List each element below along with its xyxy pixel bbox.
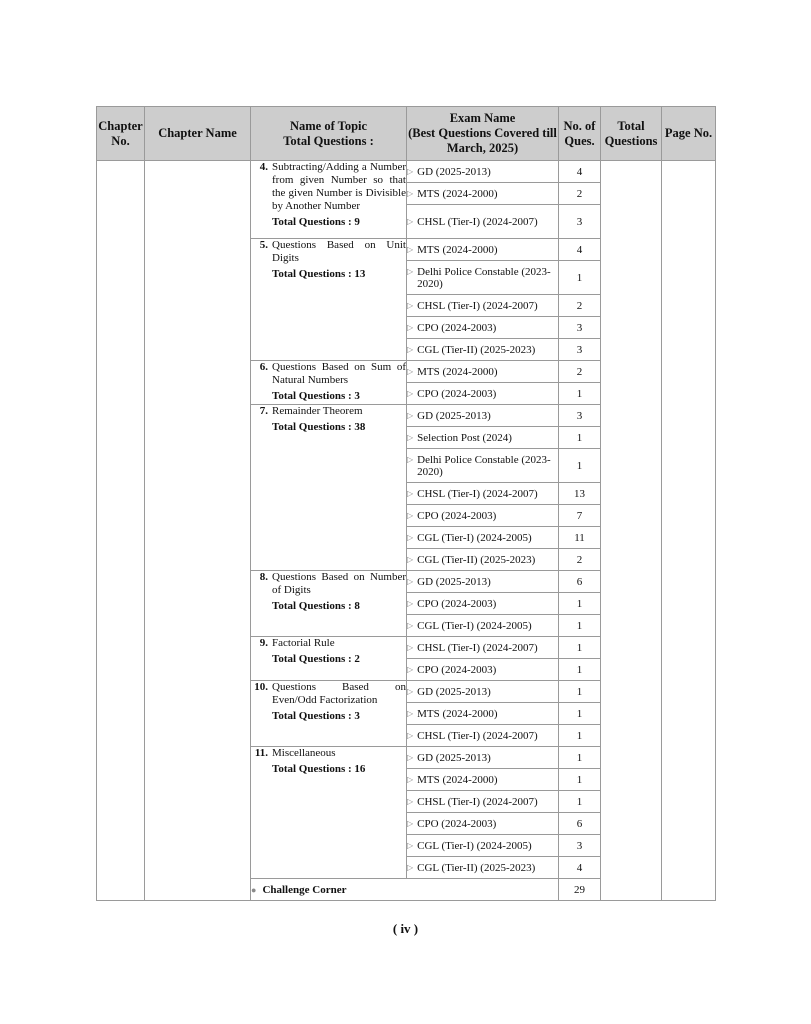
exam-cell [407, 659, 559, 681]
topic-number: 6. [259, 361, 268, 373]
arrow-icon: ▷ [407, 708, 414, 718]
arrow-icon: ▷ [407, 388, 414, 398]
question-count: 1 [559, 261, 601, 295]
topic-cell [251, 681, 407, 747]
topic-cell [251, 571, 407, 637]
question-count: 1 [559, 637, 601, 659]
exam-name: CPO (2024-2003) [417, 387, 497, 400]
arrow-icon: ▷ [407, 432, 414, 442]
exam-name: CPO (2024-2003) [417, 597, 497, 610]
challenge-label: Challenge Corner [262, 883, 347, 896]
question-count: 1 [559, 427, 601, 449]
exam-cell [407, 857, 559, 879]
exam-name: CGL (Tier-I) (2024-2005) [417, 531, 532, 544]
exam-cell [407, 317, 559, 339]
topic-name: Questions Based on Number of Digits [272, 571, 406, 596]
table-row [97, 161, 716, 183]
question-count: 2 [559, 361, 601, 383]
page-number: ( iv ) [392, 921, 419, 936]
arrow-icon: ▷ [407, 166, 414, 176]
arrow-icon: ▷ [407, 344, 414, 354]
arrow-icon: ▷ [407, 818, 414, 828]
header-chapter-no: Chapter No. [97, 107, 145, 161]
arrow-icon: ▷ [407, 266, 414, 276]
exam-cell [407, 571, 559, 593]
exam-cell [407, 615, 559, 637]
exam-name: GD (2025-2013) [417, 409, 491, 422]
arrow-icon: ▷ [407, 454, 414, 464]
question-count: 4 [559, 239, 601, 261]
exam-cell [407, 483, 559, 505]
question-count: 13 [559, 483, 601, 505]
topic-cell [251, 405, 407, 571]
question-count: 2 [559, 549, 601, 571]
topic-name: Subtracting/Adding a Number from given Number so that the given Number is Divisible by Another Number [272, 161, 406, 212]
topic-number: 7. [259, 405, 268, 417]
arrow-icon: ▷ [407, 244, 414, 254]
exam-name: GD (2025-2013) [417, 751, 491, 764]
exam-cell [407, 183, 559, 205]
question-count: 3 [559, 317, 601, 339]
exam-cell [407, 505, 559, 527]
exam-name: MTS (2024-2000) [417, 707, 498, 720]
exam-cell [407, 791, 559, 813]
arrow-icon: ▷ [407, 774, 414, 784]
exam-cell [407, 747, 559, 769]
topic-total: Total Questions : 16 [272, 763, 366, 775]
topic-total: Total Questions : 8 [272, 600, 360, 612]
chapter-name-cell [145, 161, 251, 901]
question-count: 2 [559, 295, 601, 317]
question-count: 4 [559, 857, 601, 879]
topic-number: 8. [259, 571, 268, 583]
exam-name: CHSL (Tier-I) (2024-2007) [417, 641, 538, 654]
exam-cell [407, 295, 559, 317]
question-count: 6 [559, 813, 601, 835]
question-count: 6 [559, 571, 601, 593]
exam-name: CGL (Tier-II) (2025-2023) [417, 861, 536, 874]
contents-body [97, 161, 716, 901]
question-count: 3 [559, 405, 601, 427]
topic-name: Miscellaneous [272, 747, 336, 759]
question-count: 1 [559, 791, 601, 813]
question-count: 11 [559, 527, 601, 549]
arrow-icon: ▷ [407, 752, 414, 762]
arrow-icon: ▷ [407, 620, 414, 630]
arrow-icon: ▷ [407, 188, 414, 198]
exam-cell [407, 681, 559, 703]
question-count: 1 [559, 747, 601, 769]
exam-name: MTS (2024-2000) [417, 365, 498, 378]
arrow-icon: ▷ [407, 322, 414, 332]
exam-name: CPO (2024-2003) [417, 817, 497, 830]
arrow-icon: ▷ [407, 576, 414, 586]
question-count: 1 [559, 449, 601, 483]
exam-name: Delhi Police Constable (2023-2020) [417, 453, 551, 478]
challenge-corner [251, 879, 559, 901]
question-count: 7 [559, 505, 601, 527]
arrow-icon: ▷ [407, 410, 414, 420]
exam-cell [407, 703, 559, 725]
exam-cell [407, 205, 559, 239]
exam-cell [407, 769, 559, 791]
exam-name: GD (2025-2013) [417, 165, 491, 178]
arrow-icon: ▷ [407, 510, 414, 520]
exam-cell [407, 637, 559, 659]
topic-name: Questions Based on Unit Digits [272, 239, 406, 264]
exam-cell [407, 549, 559, 571]
header-exam [407, 107, 559, 161]
topic-cell [251, 637, 407, 681]
page-no-cell [662, 161, 716, 901]
arrow-icon: ▷ [407, 554, 414, 564]
arrow-icon: ▷ [407, 488, 414, 498]
exam-name: CGL (Tier-II) (2025-2023) [417, 553, 536, 566]
exam-cell [407, 339, 559, 361]
arrow-icon: ▷ [407, 686, 414, 696]
topic-cell [251, 161, 407, 239]
topic-number: 11. [254, 747, 268, 759]
exam-name: CPO (2024-2003) [417, 509, 497, 522]
topic-cell [251, 747, 407, 879]
exam-cell [407, 427, 559, 449]
exam-cell [407, 835, 559, 857]
exam-cell [407, 239, 559, 261]
question-count: 1 [559, 703, 601, 725]
exam-name: CGL (Tier-I) (2024-2005) [417, 619, 532, 632]
exam-cell [407, 527, 559, 549]
challenge-count: 29 [559, 879, 601, 901]
exam-cell [407, 449, 559, 483]
exam-name: CGL (Tier-II) (2025-2023) [417, 343, 536, 356]
header-total-questions: Total Questions [601, 107, 662, 161]
bullet-icon: ● [251, 884, 257, 895]
exam-name: GD (2025-2013) [417, 685, 491, 698]
question-count: 1 [559, 615, 601, 637]
exam-name: CHSL (Tier-I) (2024-2007) [417, 795, 538, 808]
question-count: 3 [559, 339, 601, 361]
exam-cell [407, 161, 559, 183]
arrow-icon: ▷ [407, 862, 414, 872]
exam-name: CHSL (Tier-I) (2024-2007) [417, 729, 538, 742]
arrow-icon: ▷ [407, 598, 414, 608]
topic-number: 5. [259, 239, 268, 251]
question-count: 1 [559, 593, 601, 615]
topic-name: Remainder Theorem [272, 405, 363, 417]
arrow-icon: ▷ [407, 300, 414, 310]
exam-cell [407, 361, 559, 383]
arrow-icon: ▷ [407, 532, 414, 542]
exam-name: MTS (2024-2000) [417, 187, 498, 200]
question-count: 4 [559, 161, 601, 183]
exam-name: CHSL (Tier-I) (2024-2007) [417, 299, 538, 312]
exam-name: CPO (2024-2003) [417, 663, 497, 676]
exam-cell [407, 261, 559, 295]
topic-cell [251, 239, 407, 361]
exam-name: GD (2025-2013) [417, 575, 491, 588]
question-count: 1 [559, 725, 601, 747]
question-count: 1 [559, 383, 601, 405]
topic-total: Total Questions : 3 [272, 710, 360, 722]
exam-name: MTS (2024-2000) [417, 773, 498, 786]
question-count: 1 [559, 681, 601, 703]
topic-cell [251, 361, 407, 405]
exam-cell [407, 725, 559, 747]
chapter-no-cell [97, 161, 145, 901]
exam-cell [407, 593, 559, 615]
exam-cell [407, 813, 559, 835]
question-count: 3 [559, 205, 601, 239]
header-page-no: Page No. [662, 107, 716, 161]
topic-total: Total Questions : 2 [272, 653, 360, 665]
arrow-icon: ▷ [407, 840, 414, 850]
arrow-icon: ▷ [407, 366, 414, 376]
exam-cell [407, 405, 559, 427]
question-count: 3 [559, 835, 601, 857]
header-exam-line1: Exam Name [449, 111, 516, 125]
topic-name: Questions Based on Even/Odd Factorization [272, 681, 406, 706]
topic-number: 9. [259, 637, 268, 649]
exam-name: CHSL (Tier-I) (2024-2007) [417, 487, 538, 500]
topic-name: Questions Based on Sum of Natural Numbers [272, 361, 406, 386]
header-topic-line2: Total Questions : [283, 133, 374, 148]
arrow-icon: ▷ [407, 664, 414, 674]
topic-total: Total Questions : 38 [272, 421, 366, 433]
header-chapter-name: Chapter Name [145, 107, 251, 161]
exam-name: Selection Post (2024) [417, 431, 512, 444]
topic-total: Total Questions : 3 [272, 390, 360, 402]
exam-name: Delhi Police Constable (2023-2020) [417, 265, 551, 290]
question-count: 1 [559, 769, 601, 791]
arrow-icon: ▷ [407, 216, 414, 226]
topic-number: 4. [259, 161, 268, 173]
topic-total: Total Questions : 9 [272, 216, 360, 228]
header-topic [251, 107, 407, 161]
question-count: 1 [559, 659, 601, 681]
exam-name: CHSL (Tier-I) (2024-2007) [417, 215, 538, 228]
topic-name: Factorial Rule [272, 637, 335, 649]
exam-name: CGL (Tier-I) (2024-2005) [417, 839, 532, 852]
topic-total: Total Questions : 13 [272, 268, 366, 280]
header-exam-line2: (Best Questions Covered till March, 2025) [408, 126, 557, 155]
contents-table [96, 106, 716, 901]
exam-cell [407, 383, 559, 405]
exam-name: CPO (2024-2003) [417, 321, 497, 334]
arrow-icon: ▷ [407, 796, 414, 806]
arrow-icon: ▷ [407, 730, 414, 740]
exam-name: MTS (2024-2000) [417, 243, 498, 256]
question-count: 2 [559, 183, 601, 205]
header-row [97, 107, 716, 161]
arrow-icon: ▷ [407, 642, 414, 652]
header-topic-line1: Name of Topic [289, 118, 368, 133]
total-questions-cell [601, 161, 662, 901]
header-no-of-ques: No. of Ques. [559, 107, 601, 161]
topic-number: 10. [254, 681, 268, 693]
